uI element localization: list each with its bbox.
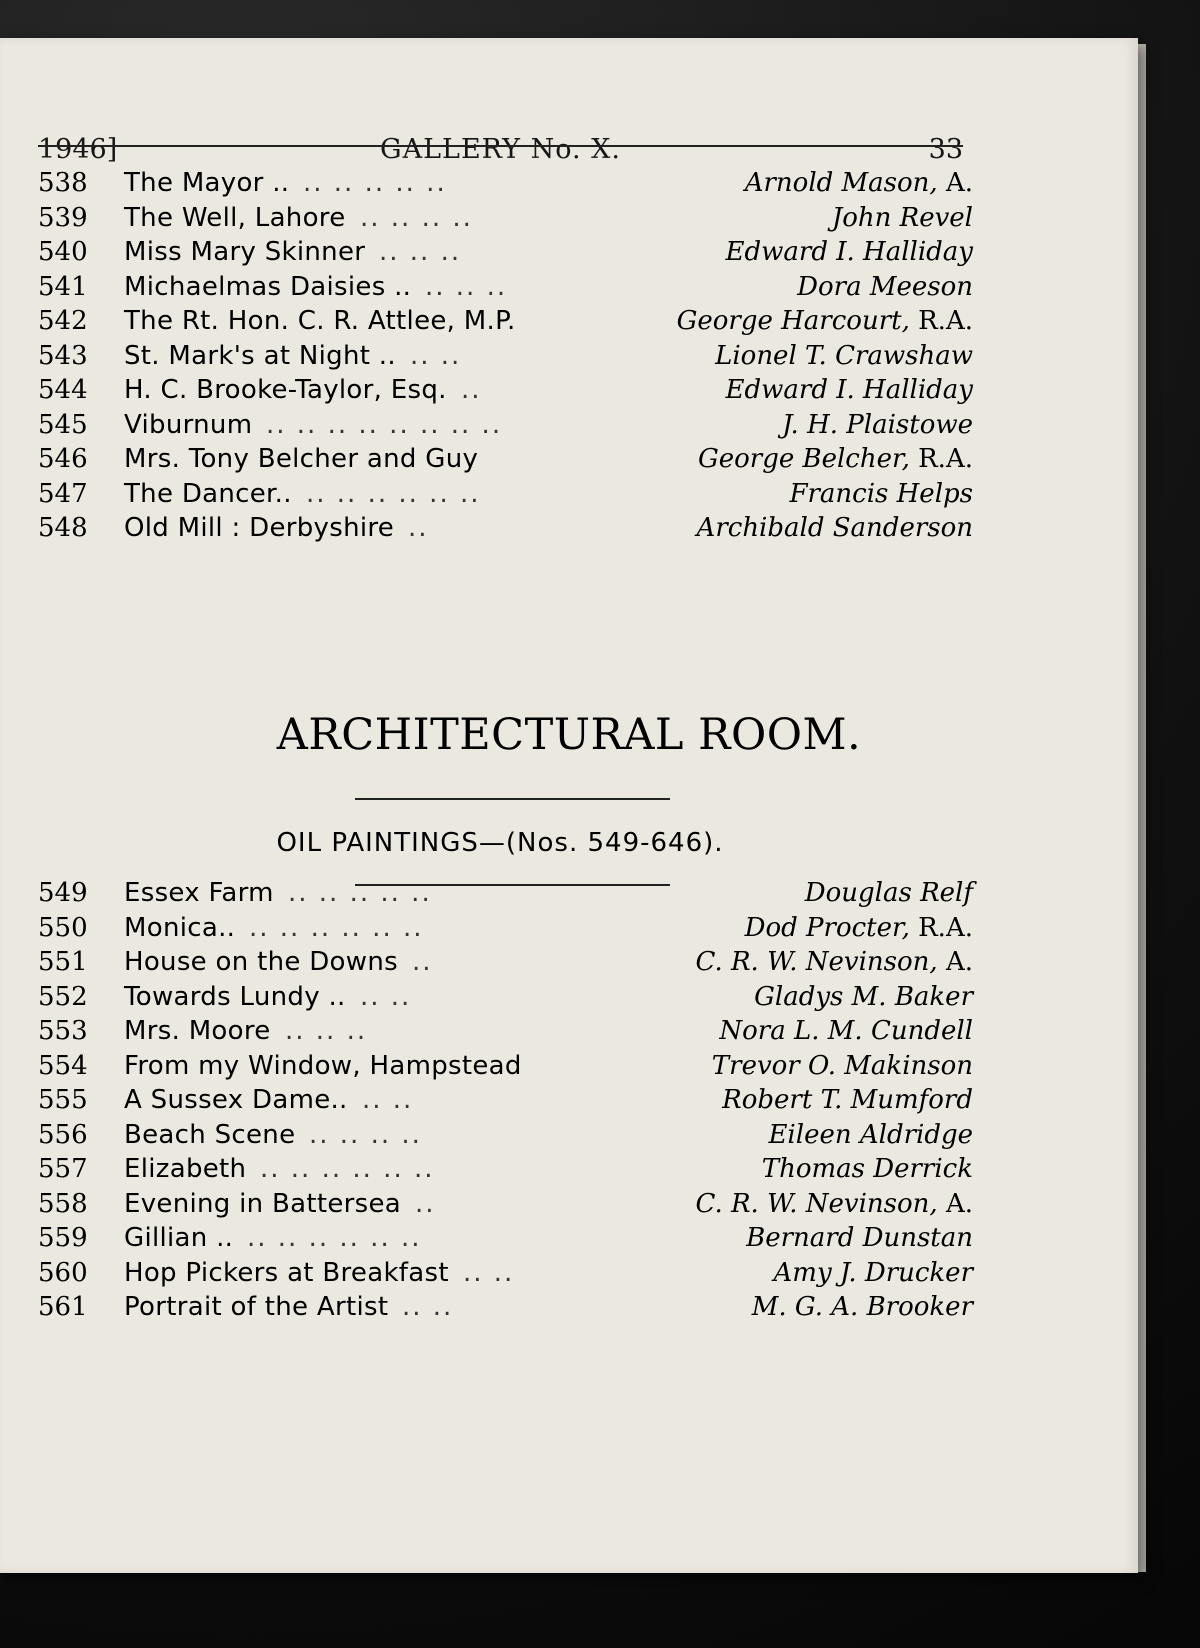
leader-dots: .. .. .. .. .. (303, 168, 447, 198)
catalogue-entry (38, 1120, 973, 1155)
leader-dots: .. .. .. .. .. .. (247, 1223, 422, 1253)
entry-number: 546 (38, 444, 88, 474)
catalogue-entry (38, 1016, 973, 1051)
entry-artist (797, 272, 973, 302)
entry-number: 550 (38, 912, 88, 943)
catalogue-entry (38, 982, 973, 1017)
entry-title: Beach Scene (124, 1119, 296, 1150)
entry-artist (726, 375, 973, 405)
entry-number: 561 (38, 1292, 88, 1322)
entry-title: Essex Farm (124, 878, 274, 908)
catalogue-entry (38, 913, 973, 948)
catalogue-entry (38, 1292, 973, 1327)
entry-title: Mrs. Tony Belcher and Guy (124, 444, 479, 474)
entry-number: 559 (38, 1223, 88, 1253)
artist-honours: A. (945, 947, 973, 977)
entry-title: The Rt. Hon. C. R. Attlee, M.P. (124, 306, 516, 336)
entry-artist (789, 479, 973, 509)
leader-dots: .. .. .. (285, 1016, 368, 1046)
entry-number: 554 (38, 1050, 88, 1081)
entry-title: Evening in Battersea (124, 1188, 402, 1219)
artist-honours: R.A. (918, 306, 973, 336)
catalogue-entry (38, 375, 973, 410)
artist-name: Dora Meeson (797, 271, 973, 302)
entry-title: Elizabeth (124, 1154, 247, 1184)
leader-dots: .. (412, 947, 433, 977)
leader-dots: .. (408, 513, 429, 543)
catalogue-entry (38, 203, 973, 238)
artist-name: Dod Procter, (744, 912, 910, 943)
entry-title: St. Mark's at Night .. (124, 340, 396, 371)
header-rule (38, 145, 963, 147)
entry-title: H. C. Brooke-Taylor, Esq. (124, 375, 447, 405)
entry-title: Old Mill : Derbyshire (124, 513, 395, 543)
artist-name: Lionel T. Crawshaw (715, 340, 973, 371)
artist-name: Archibald Sanderson (696, 513, 973, 543)
artist-name: Nora L. M. Cundell (719, 1016, 973, 1046)
artist-name: J. H. Plaistowe (782, 409, 973, 440)
leader-dots: .. .. .. (379, 237, 462, 267)
entry-number: 538 (38, 168, 88, 198)
artist-name: George Belcher, (697, 444, 910, 474)
entry-title: Portrait of the Artist (124, 1292, 389, 1322)
entry-number: 556 (38, 1119, 88, 1150)
entry-artist (832, 203, 973, 233)
entry-artist (774, 1258, 973, 1288)
artist-name: Gladys M. Baker (754, 981, 973, 1012)
entry-title: Monica.. (124, 912, 236, 943)
entry-artist (719, 1016, 973, 1046)
catalogue-entry (38, 444, 973, 479)
entry-number: 542 (38, 306, 88, 336)
entry-number: 539 (38, 202, 88, 233)
entry-title: Michaelmas Daisies .. (124, 271, 412, 302)
entry-number: 558 (38, 1188, 88, 1219)
entry-artist (746, 1223, 973, 1253)
catalogue-entry (38, 272, 973, 307)
catalogue-entry (38, 168, 973, 203)
entry-artist (712, 1051, 973, 1081)
leader-dots: .. .. .. (425, 271, 508, 302)
entry-title: Miss Mary Skinner (124, 237, 366, 267)
entry-number: 544 (38, 375, 88, 405)
catalogue-entry (38, 1085, 973, 1120)
artist-honours: A. (945, 1188, 973, 1219)
catalogue-entry (38, 947, 973, 982)
entry-title: Towards Lundy .. (124, 981, 346, 1012)
entry-artist (715, 341, 973, 371)
catalogue-entry (38, 410, 973, 445)
section-subtitle: OIL PAINTINGS—(Nos. 549-646). (276, 828, 724, 858)
entry-number: 552 (38, 981, 88, 1012)
catalogue-entry (38, 237, 973, 272)
artist-honours: R.A. (918, 444, 973, 474)
catalogue-entry (38, 341, 973, 376)
entry-title: The Well, Lahore (124, 202, 346, 233)
entry-artist (695, 1189, 973, 1219)
entry-title: Gillian .. (124, 1223, 234, 1253)
leader-dots: .. .. .. .. (309, 1119, 422, 1150)
catalogue-entry (38, 1189, 973, 1224)
header-year: 1946] (38, 134, 118, 165)
artist-name: Amy J. Drucker (773, 1257, 973, 1288)
entry-artist (805, 878, 973, 908)
artist-name: Edward I. Halliday (725, 375, 973, 405)
entry-artist (697, 513, 973, 543)
entry-title: A Sussex Dame.. (124, 1085, 348, 1115)
catalogue-entry (38, 1223, 973, 1258)
entry-title: The Dancer.. (124, 478, 292, 509)
entry-artist (698, 444, 973, 474)
catalogue-entry (38, 479, 973, 514)
entry-artist (695, 947, 973, 977)
leader-dots: .. .. (463, 1257, 515, 1288)
catalogue-entry (38, 878, 973, 913)
artist-name: C. R. W. Nevinson, (695, 947, 938, 977)
entry-number: 560 (38, 1257, 88, 1288)
artist-name: Edward I. Halliday (725, 237, 973, 267)
entry-artist (722, 1085, 973, 1115)
entry-number: 547 (38, 478, 88, 509)
entry-artist (752, 1292, 973, 1322)
artist-honours: R.A. (918, 912, 973, 943)
catalogue-entry (38, 306, 973, 341)
section-title: ARCHITECTURAL ROOM. (276, 710, 862, 760)
oil-paintings-list (38, 878, 973, 1327)
leader-dots: .. .. .. .. .. .. (306, 478, 481, 509)
entry-artist (768, 1120, 973, 1150)
entry-number: 553 (38, 1016, 88, 1046)
entry-title: Viburnum (124, 409, 253, 440)
entry-title: House on the Downs (124, 947, 398, 977)
entry-title: The Mayor .. (124, 168, 290, 198)
entry-number: 555 (38, 1085, 88, 1115)
entry-number: 543 (38, 340, 88, 371)
entry-number: 545 (38, 409, 88, 440)
entry-artist (782, 410, 973, 440)
entry-artist (745, 168, 973, 198)
entry-number: 541 (38, 271, 88, 302)
artist-name: Bernard Dunstan (746, 1223, 973, 1253)
entry-title: Hop Pickers at Breakfast (124, 1257, 449, 1288)
entry-title: From my Window, Hampstead (124, 1050, 522, 1081)
artist-name: Thomas Derrick (761, 1154, 973, 1184)
page-number: 33 (928, 134, 963, 165)
entry-artist (745, 913, 973, 943)
entry-number: 549 (38, 878, 88, 908)
leader-dots: .. (415, 1188, 436, 1219)
entry-artist (677, 306, 973, 336)
artist-name: John Revel (831, 202, 973, 233)
catalogue-entry (38, 1258, 973, 1293)
artist-name: Douglas Relf (804, 878, 973, 908)
entry-artist (754, 982, 973, 1012)
artist-name: Francis Helps (789, 478, 973, 509)
entry-number: 551 (38, 947, 88, 977)
entry-number: 548 (38, 513, 88, 543)
entry-number: 557 (38, 1154, 88, 1184)
catalogue-entry (38, 1051, 973, 1086)
artist-name: Eileen Aldridge (768, 1119, 973, 1150)
catalogue-entry (38, 1154, 973, 1189)
artist-name: Trevor O. Makinson (711, 1050, 973, 1081)
artist-name: George Harcourt, (676, 306, 910, 336)
leader-dots: .. .. .. .. .. .. (249, 912, 424, 943)
leader-dots: .. .. (362, 1085, 414, 1115)
catalogue-entry (38, 513, 973, 548)
leader-dots: .. (461, 375, 482, 405)
entry-artist (726, 237, 973, 267)
artist-honours: A. (945, 168, 973, 198)
header-title: GALLERY No. X. (380, 134, 621, 165)
leader-dots: .. .. (360, 981, 412, 1012)
leader-dots: .. .. .. .. .. (288, 878, 432, 908)
gallery-x-list (38, 168, 973, 548)
leader-dots: .. .. .. .. .. .. .. .. (266, 409, 503, 440)
artist-name: C. R. W. Nevinson, (695, 1188, 938, 1219)
entry-number: 540 (38, 237, 88, 267)
leader-dots: .. .. .. .. .. .. (260, 1154, 435, 1184)
entry-artist (762, 1154, 973, 1184)
entry-title: Mrs. Moore (124, 1016, 271, 1046)
leader-dots: .. .. .. .. (360, 202, 473, 233)
section-rule-top (355, 798, 670, 800)
artist-name: Robert T. Mumford (722, 1085, 973, 1115)
artist-name: M. G. A. Brooker (751, 1292, 973, 1322)
leader-dots: .. .. (402, 1292, 454, 1322)
artist-name: Arnold Mason, (744, 168, 938, 198)
leader-dots: .. .. (410, 340, 462, 371)
